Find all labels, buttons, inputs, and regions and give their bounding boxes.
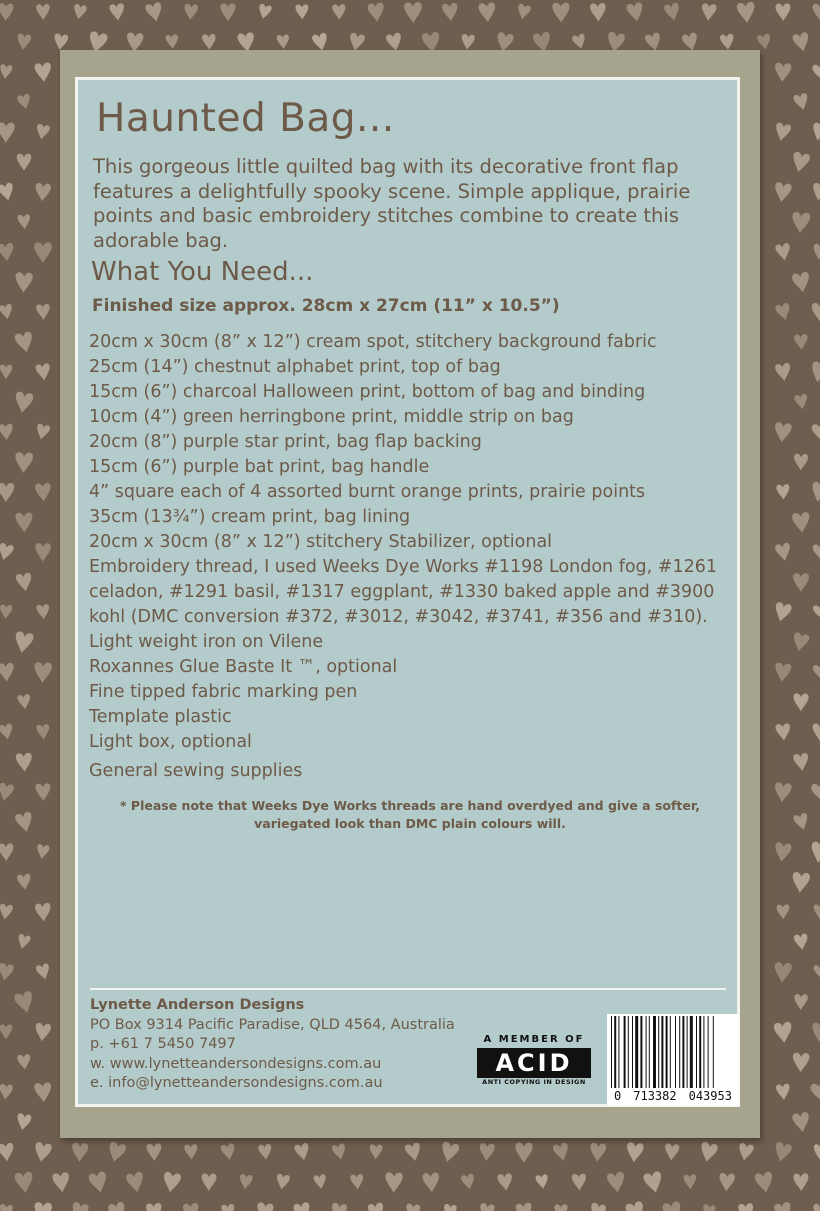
heart-icon	[16, 933, 31, 950]
heart-icon	[17, 214, 30, 229]
heart-icon	[14, 331, 35, 354]
heart-icon	[202, 34, 216, 50]
heart-icon	[13, 631, 34, 655]
heart-icon	[367, 1202, 385, 1211]
list-item: 4” square each of 4 assorted burnt orange prints, prairie points	[89, 482, 646, 502]
heart-icon	[35, 363, 51, 381]
intro-paragraph: This gorgeous little quilted bag with its decorative front flap features a delightfully spooky scene. Simple applique, prairie points and basic embroidery stitches combine to create this adorable bag.	[93, 155, 691, 252]
heart-icon	[535, 1174, 549, 1190]
heart-icon	[442, 1204, 457, 1211]
barcode-bar	[713, 1016, 714, 1088]
heart-icon	[33, 1142, 53, 1164]
barcode-bar	[646, 1016, 647, 1088]
barcode-bar	[708, 1016, 709, 1088]
heart-icon	[34, 662, 53, 683]
heart-icon	[664, 1143, 679, 1161]
heart-icon	[17, 694, 31, 710]
heart-icon	[107, 1201, 128, 1211]
heart-icon	[791, 872, 810, 894]
heart-icon	[34, 242, 52, 263]
heart-icon	[626, 2, 645, 23]
heart-icon	[774, 1022, 794, 1044]
heart-icon	[793, 573, 809, 592]
list-item: 20cm x 30cm (8” x 12”) stitchery Stabilizer, optional	[89, 532, 553, 552]
heart-icon	[774, 62, 792, 82]
heart-icon	[367, 2, 385, 22]
heart-icon	[0, 542, 14, 562]
heart-icon	[793, 693, 808, 711]
materials-list	[89, 330, 729, 784]
acid-member-label: A MEMBER OF	[483, 1034, 585, 1045]
barcode-bar	[640, 1016, 642, 1088]
heart-icon	[165, 34, 179, 50]
heart-icon	[0, 243, 15, 262]
heart-icon	[15, 1113, 32, 1132]
heart-icon	[478, 2, 496, 23]
heart-icon	[422, 1172, 440, 1193]
company-name: Lynette Anderson Designs	[90, 997, 305, 1013]
heart-icon	[773, 842, 792, 863]
heart-icon	[0, 903, 13, 920]
barcode-bar	[699, 1016, 701, 1088]
heart-icon	[497, 1173, 513, 1192]
heart-icon	[33, 1202, 52, 1211]
heart-icon	[809, 481, 820, 503]
heart-icon	[794, 994, 808, 1010]
heart-icon	[35, 903, 52, 922]
heart-icon	[813, 1144, 820, 1160]
heart-icon	[811, 1022, 820, 1042]
heart-icon	[220, 3, 235, 21]
barcode-bar	[696, 1016, 697, 1088]
heart-icon	[684, 1174, 697, 1189]
heart-icon	[0, 723, 14, 740]
heart-icon	[0, 365, 12, 380]
barcode-group-1: 713382	[633, 1089, 677, 1103]
heart-icon	[0, 1204, 13, 1211]
heart-icon	[776, 484, 790, 500]
list-item: 10cm (4”) green herringbone print, middle strip on bag	[89, 407, 574, 427]
heart-icon	[775, 542, 793, 562]
list-item: Roxannes Glue Baste It ™, optional	[89, 657, 398, 677]
heart-icon	[791, 212, 810, 234]
heart-icon	[812, 603, 820, 621]
heart-icon	[792, 1112, 811, 1134]
contact-block	[90, 996, 490, 1094]
heart-icon	[106, 1141, 127, 1164]
heart-icon	[773, 182, 792, 203]
heart-icon	[793, 1173, 809, 1191]
heart-icon	[794, 454, 809, 471]
heart-icon	[277, 34, 290, 49]
heart-icon	[17, 154, 32, 171]
thread-note: * Please note that Weeks Dye Works threads are hand overdyed and give a softer, variegated look than DMC plain colours will.	[120, 798, 700, 831]
heart-icon	[0, 963, 14, 982]
heart-icon	[588, 1202, 606, 1211]
heart-icon	[794, 394, 809, 411]
heart-icon	[35, 963, 51, 981]
heart-icon	[331, 1143, 347, 1161]
heart-icon	[552, 1142, 570, 1162]
heart-icon	[812, 62, 820, 81]
heart-icon	[625, 1142, 644, 1163]
heart-icon	[793, 812, 810, 831]
barcode-bar	[670, 1016, 671, 1088]
heart-icon	[220, 1143, 236, 1161]
heart-icon	[52, 1172, 71, 1193]
heart-icon	[773, 1201, 793, 1211]
heart-icon	[772, 1141, 792, 1163]
heart-icon	[793, 753, 810, 772]
heart-icon	[15, 272, 33, 293]
heart-icon	[0, 1024, 12, 1039]
heart-icon	[258, 1144, 273, 1161]
heart-icon	[439, 1141, 460, 1164]
heart-icon	[515, 1202, 533, 1211]
postal-address: PO Box 9314 Pacific Paradise, QLD 4564, Australia	[90, 1016, 455, 1033]
barcode-number	[607, 1089, 739, 1103]
heart-icon	[36, 304, 50, 321]
heart-icon	[814, 904, 820, 919]
list-item: 25cm (14”) chestnut alphabet print, top of bag	[89, 357, 501, 377]
heart-icon	[35, 543, 51, 562]
heart-icon	[792, 32, 811, 53]
heart-icon	[70, 1201, 90, 1211]
heart-icon	[35, 423, 51, 441]
heart-icon	[776, 1083, 791, 1100]
heart-icon	[275, 1173, 290, 1190]
list-item: Fine tipped fabric marking pen	[89, 682, 358, 702]
heart-icon	[404, 2, 422, 23]
heart-icon	[625, 1201, 647, 1211]
heart-icon	[775, 243, 792, 262]
heart-icon	[14, 811, 34, 834]
heart-icon	[146, 1203, 163, 1211]
heart-icon	[0, 1143, 15, 1163]
heart-icon	[810, 122, 820, 142]
heart-icon	[109, 3, 125, 22]
heart-icon	[405, 1203, 420, 1211]
heart-icon	[811, 781, 820, 803]
barcode-group-2: 043953	[688, 1089, 732, 1103]
heart-icon	[812, 303, 820, 323]
page-title: Haunted Bag...	[96, 96, 395, 141]
heart-icon	[773, 122, 791, 142]
heart-icon	[479, 1143, 495, 1162]
heart-icon	[663, 2, 681, 22]
list-item: Light weight iron on Vilene	[89, 632, 324, 652]
heart-icon	[36, 844, 50, 860]
heart-icon	[812, 3, 820, 21]
heart-icon	[775, 3, 791, 21]
barcode-digit-left: 0	[614, 1089, 622, 1103]
heart-icon	[790, 151, 810, 174]
heart-icon	[35, 783, 51, 801]
heart-icon	[14, 1171, 34, 1194]
barcode-bar	[682, 1016, 684, 1088]
heart-icon	[13, 990, 35, 1015]
heart-icon	[0, 424, 14, 441]
barcode-bar	[675, 1016, 676, 1088]
heart-icon	[809, 361, 820, 385]
heart-icon	[16, 33, 31, 50]
heart-icon	[71, 1143, 88, 1163]
heart-icon	[17, 1054, 31, 1070]
acid-tagline: ANTI COPYING IN DESIGN	[482, 1078, 586, 1086]
finished-size: Finished size approx. 28cm x 27cm (11” x 10.5”)	[92, 296, 560, 316]
list-item: 20cm x 30cm (8” x 12”) cream spot, stitchery background fabric	[89, 332, 657, 352]
heart-icon	[313, 1174, 327, 1190]
heart-icon	[702, 1204, 716, 1211]
barcode-bar	[658, 1016, 659, 1088]
acid-logo-icon: ACID	[477, 1048, 591, 1078]
heart-icon	[589, 1143, 606, 1163]
heart-icon	[184, 1144, 198, 1160]
heart-icon	[146, 1143, 161, 1161]
heart-icon	[255, 1202, 274, 1211]
barcode-bar	[618, 1016, 619, 1088]
heart-icon	[775, 302, 793, 321]
heart-icon	[34, 1082, 52, 1103]
heart-icon	[16, 752, 33, 772]
heart-icon	[810, 1080, 820, 1104]
heart-icon	[737, 1142, 754, 1161]
heart-icon	[793, 933, 809, 951]
heart-icon	[239, 1174, 253, 1190]
heart-icon	[183, 4, 198, 21]
barcode-bar	[632, 1016, 633, 1088]
heart-icon	[812, 1204, 820, 1211]
heart-icon	[606, 1171, 626, 1193]
heart-icon	[125, 1171, 145, 1193]
heart-icon	[332, 4, 346, 20]
list-item: Light box, optional	[89, 732, 252, 752]
heart-icon	[698, 1141, 718, 1163]
list-item: 20cm (8”) purple star print, bag flap backing	[89, 432, 482, 452]
barcode-bar	[661, 1016, 663, 1088]
heart-icon	[794, 334, 808, 351]
heart-icon	[772, 601, 792, 623]
heart-icon	[718, 1173, 735, 1192]
heart-icon	[0, 182, 16, 202]
barcode-bar	[628, 1016, 629, 1088]
heart-icon	[53, 33, 69, 51]
heart-icon	[643, 1171, 665, 1195]
heart-icon	[293, 1202, 312, 1211]
heart-icon	[809, 841, 820, 864]
heart-icon	[34, 1023, 51, 1043]
barcode-bar	[624, 1016, 626, 1088]
heart-icon	[0, 663, 15, 682]
heart-icon	[775, 363, 792, 382]
heart-icon	[0, 303, 14, 320]
heart-icon	[793, 92, 810, 111]
heart-icon	[572, 33, 588, 50]
heart-icon	[774, 782, 792, 803]
heart-icon	[554, 1204, 567, 1211]
heart-icon	[17, 93, 33, 110]
barcode-bar	[611, 1016, 612, 1088]
heart-icon	[701, 3, 717, 21]
heart-icon	[221, 1204, 235, 1211]
divider	[90, 988, 726, 990]
heart-icon	[257, 3, 272, 20]
heart-icon	[774, 662, 792, 682]
heart-icon	[15, 572, 33, 592]
heart-icon	[757, 33, 772, 50]
heart-icon	[36, 724, 50, 740]
heart-icon	[813, 964, 820, 980]
heart-icon	[662, 1201, 683, 1211]
heart-icon	[791, 271, 811, 293]
list-item: 15cm (6”) charcoal Halloween print, bottom of bag and binding	[89, 382, 646, 402]
heart-icon	[145, 2, 165, 24]
heart-icon	[738, 1203, 755, 1211]
heart-icon	[385, 1172, 403, 1193]
heart-icon	[516, 3, 532, 20]
website-link[interactable]: w. www.lynetteandersondesigns.com.au	[90, 1055, 382, 1072]
heart-icon	[0, 1084, 13, 1101]
heart-icon	[201, 1173, 216, 1191]
heart-icon	[791, 632, 810, 653]
heart-icon	[811, 422, 820, 443]
heart-icon	[461, 1173, 477, 1190]
barcode-bar	[614, 1016, 616, 1088]
barcode-bar	[635, 1016, 638, 1088]
heart-icon	[812, 243, 820, 260]
list-item: Template plastic	[89, 707, 232, 727]
heart-icon	[72, 3, 87, 20]
heart-icon	[350, 1174, 364, 1190]
list-item: General sewing supplies	[89, 761, 303, 781]
phone-number: p. +61 7 5450 7497	[90, 1036, 236, 1052]
heart-icon	[36, 604, 50, 620]
heart-icon	[773, 422, 792, 443]
list-item: Embroidery thread, I used Weeks Dye Works #1198 London fog, #1261 celadon, #1291 basil, #1317 eggplant, #1330 baked apple and #3900 kohl (DMC conversion #372, #3012, #3042, #3741, #356 and #310).	[89, 557, 717, 627]
heart-icon	[0, 64, 13, 80]
heart-icon	[0, 122, 15, 143]
barcode-bar	[666, 1016, 668, 1088]
barcode-bar	[703, 1016, 704, 1088]
heart-icon	[14, 452, 33, 474]
heart-icon	[792, 1053, 809, 1073]
heart-icon	[811, 182, 820, 202]
heart-icon	[754, 1171, 775, 1194]
heart-icon	[35, 123, 51, 140]
heart-icon	[162, 1171, 182, 1193]
heart-icon	[515, 1142, 533, 1163]
barcode-bar	[690, 1016, 693, 1088]
heart-icon	[812, 663, 820, 681]
heart-icon	[0, 3, 14, 21]
heart-icon	[294, 1143, 311, 1162]
heart-icon	[773, 962, 792, 983]
heart-icon	[330, 1202, 348, 1211]
heart-icon	[17, 873, 32, 890]
heart-icon	[35, 483, 52, 502]
heart-icon	[88, 1171, 109, 1195]
barcode-bars-icon	[611, 1016, 735, 1088]
acid-membership-logo	[473, 1034, 595, 1090]
heart-icon	[812, 543, 820, 561]
heart-icon	[295, 4, 308, 19]
heart-icon	[0, 483, 14, 502]
heart-icon	[15, 512, 33, 533]
heart-icon	[737, 2, 756, 24]
heart-icon	[813, 724, 820, 741]
heart-icon	[34, 183, 51, 202]
heart-icon	[442, 3, 459, 22]
heart-icon	[34, 62, 52, 83]
barcode-bar	[649, 1016, 650, 1088]
what-you-need-heading: What You Need...	[91, 257, 314, 287]
heart-icon	[478, 1203, 495, 1211]
barcode-bar	[687, 1016, 688, 1088]
heart-icon	[0, 782, 14, 802]
heart-icon	[404, 1142, 423, 1163]
list-item: 15cm (6”) purple bat print, bag handle	[89, 457, 430, 477]
heart-icon	[775, 723, 791, 741]
list-item: 35cm (13¾”) cream print, bag lining	[89, 507, 411, 527]
heart-icon	[552, 2, 569, 22]
heart-icon	[0, 843, 14, 861]
barcode	[607, 1014, 739, 1106]
heart-icon	[13, 391, 34, 414]
heart-icon	[460, 34, 475, 51]
heart-icon	[590, 3, 606, 22]
heart-icon	[777, 904, 790, 919]
heart-icon	[36, 4, 50, 20]
heart-icon	[369, 1144, 382, 1159]
heart-icon	[572, 1174, 587, 1191]
heart-icon	[183, 1203, 200, 1211]
barcode-bar	[653, 1016, 656, 1088]
email-link[interactable]: e. info@lynetteandersondesigns.com.au	[90, 1075, 383, 1091]
heart-icon	[792, 512, 811, 534]
barcode-bar	[679, 1016, 680, 1088]
heart-icon	[720, 33, 735, 50]
heart-icon	[0, 604, 12, 619]
